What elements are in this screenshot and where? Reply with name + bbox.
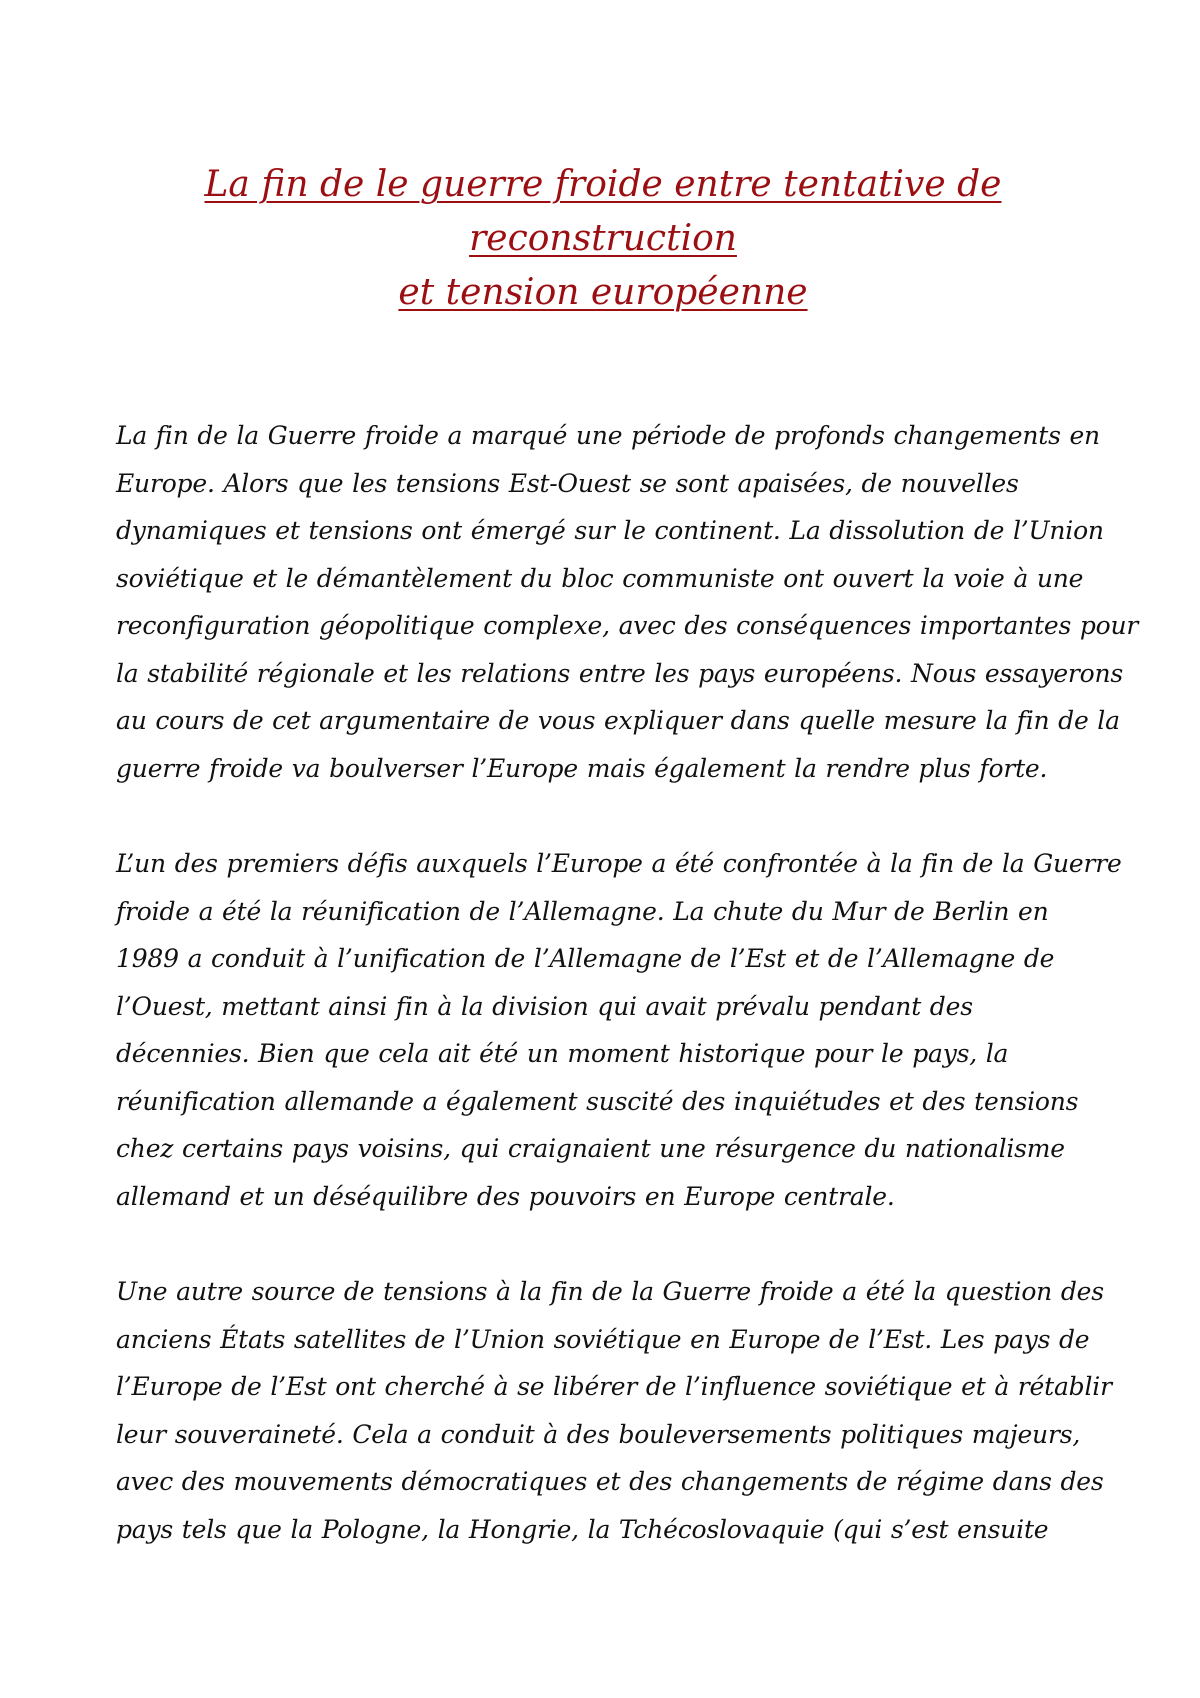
document-title — [116, 158, 1090, 320]
text-line: réunification allemande a également suscité des inquiétudes et des tensions — [116, 1086, 1079, 1116]
text-line: froide a été la réunification de l’Allemagne. La chute du Mur de Berlin en — [116, 896, 1049, 926]
text-line: L’un des premiers défis auxquels l’Europe a été confrontée à la fin de la Guerre — [116, 849, 1122, 878]
text-line: reconfiguration géopolitique complexe, avec des conséquences importantes pour — [116, 611, 1139, 640]
text-line: Europe. Alors que les tensions Est-Ouest se sont apaisées, de nouvelles — [116, 468, 1019, 498]
text-line: l’Europe de l’Est ont cherché à se libérer de l’influence soviétique et à rétablir — [116, 1372, 1112, 1401]
text-line: allemand et un déséquilibre des pouvoirs en Europe centrale. — [116, 1181, 895, 1211]
text-line: guerre froide va boulverser l’Europe mais également la rendre plus forte. — [116, 753, 1048, 783]
text-line: leur souveraineté. Cela a conduit à des bouleversements politiques majeurs, — [116, 1419, 1081, 1449]
paragraph-reunification — [116, 840, 1122, 1220]
paragraph-satellite-states — [116, 1268, 1112, 1553]
text-line: au cours de cet argumentaire de vous expliquer dans quelle mesure la fin de la — [116, 706, 1120, 735]
text-line: La fin de la Guerre froide a marqué une période de profonds changements en — [116, 421, 1100, 450]
text-line: 1989 a conduit à l’unification de l’Allemagne de l’Est et de l’Allemagne de — [116, 944, 1055, 973]
paragraph-introduction — [116, 412, 1139, 792]
text-line: l’Ouest, mettant ainsi fin à la division qui avait prévalu pendant des — [116, 991, 973, 1021]
text-line: décennies. Bien que cela ait été un moment historique pour le pays, la — [116, 1039, 1009, 1068]
title-line: La fin de le guerre froide entre tentative de reconstruction — [204, 164, 1002, 259]
title-line: et tension européenne — [398, 272, 808, 313]
text-line: pays tels que la Pologne, la Hongrie, la Tchécoslovaquie (qui s’est ensuite — [116, 1514, 1049, 1544]
text-line: chez certains pays voisins, qui craignaient une résurgence du nationalisme — [116, 1134, 1065, 1163]
text-line: avec des mouvements démocratiques et des changements de régime dans des — [116, 1467, 1104, 1496]
text-line: soviétique et le démantèlement du bloc communiste ont ouvert la voie à une — [116, 563, 1084, 593]
text-line: dynamiques et tensions ont émergé sur le continent. La dissolution de l’Union — [116, 516, 1104, 545]
text-line: la stabilité régionale et les relations entre les pays européens. Nous essayerons — [116, 658, 1124, 688]
text-line: anciens États satellites de l’Union soviétique en Europe de l’Est. Les pays de — [116, 1324, 1090, 1354]
text-line: Une autre source de tensions à la fin de la Guerre froide a été la question des — [116, 1277, 1104, 1306]
